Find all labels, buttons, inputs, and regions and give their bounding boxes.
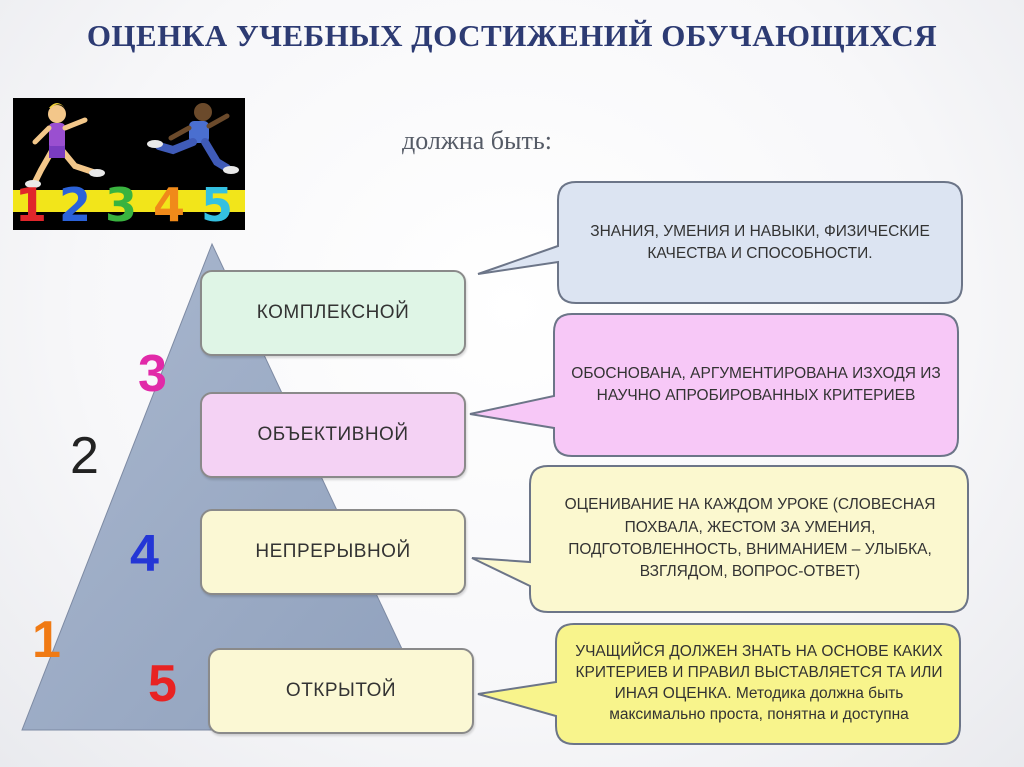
- number-3: 3: [138, 345, 167, 403]
- bubble-text-4: УЧАЩИЙСЯ ДОЛЖЕН ЗНАТЬ НА ОСНОВЕ КАКИХ КРИТЕРИЕВ И ПРАВИЛ ВЫСТАВЛЯЕТСЯ ТА ИЛИ ИНАЯ ОЦЕНКА. Методика должна быть максимально проста, понятна и доступна: [575, 643, 943, 723]
- bubble-text-1: ЗНАНИЯ, УМЕНИЯ И НАВЫКИ, ФИЗИЧЕСКИЕ КАЧЕСТВА И СПОСОБНОСТИ.: [590, 222, 930, 262]
- level-box-comprehensive: КОМПЛЕКСНОЙ: [200, 270, 466, 356]
- page-title: ОЦЕНКА УЧЕБНЫХ ДОСТИЖЕНИЙ ОБУЧАЮЩИХСЯ: [86, 18, 938, 53]
- subtitle: должна быть:: [402, 126, 552, 155]
- clipart-digit-3: 3: [105, 178, 138, 230]
- clipart-digit-4: 4: [153, 178, 186, 230]
- number-4: 4: [130, 525, 159, 583]
- number-1: 1: [32, 611, 61, 669]
- number-5: 5: [148, 655, 177, 713]
- number-2: 2: [70, 427, 99, 485]
- clipart-digit-5: 5: [201, 178, 234, 230]
- level-box-continuous: НЕПРЕРЫВНОЙ: [200, 509, 466, 595]
- clipart-digit-1: 1: [15, 178, 48, 230]
- level-box-objective: ОБЪЕКТИВНОЙ: [200, 392, 466, 478]
- bubble-text-2: ОБОСНОВАНА, АРГУМЕНТИРОВАНА ИЗХОДЯ ИЗ НАУЧНО АПРОБИРОВАННЫХ КРИТЕРИЕВ: [571, 364, 941, 404]
- bubble-text-3: ОЦЕНИВАНИЕ НА КАЖДОМ УРОКЕ (СЛОВЕСНАЯ ПОХВАЛА, ЖЕСТОМ ЗА УМЕНИЯ, ПОДГОТОВЛЕННОСТЬ, ВНИМАНИЕМ – УЛЫБКА, ВЗГЛЯДОМ, ВОПРОС-ОТВЕТ): [564, 496, 936, 581]
- level-box-open: ОТКРЫТОЙ: [208, 648, 474, 734]
- clipart-digit-2: 2: [59, 178, 92, 230]
